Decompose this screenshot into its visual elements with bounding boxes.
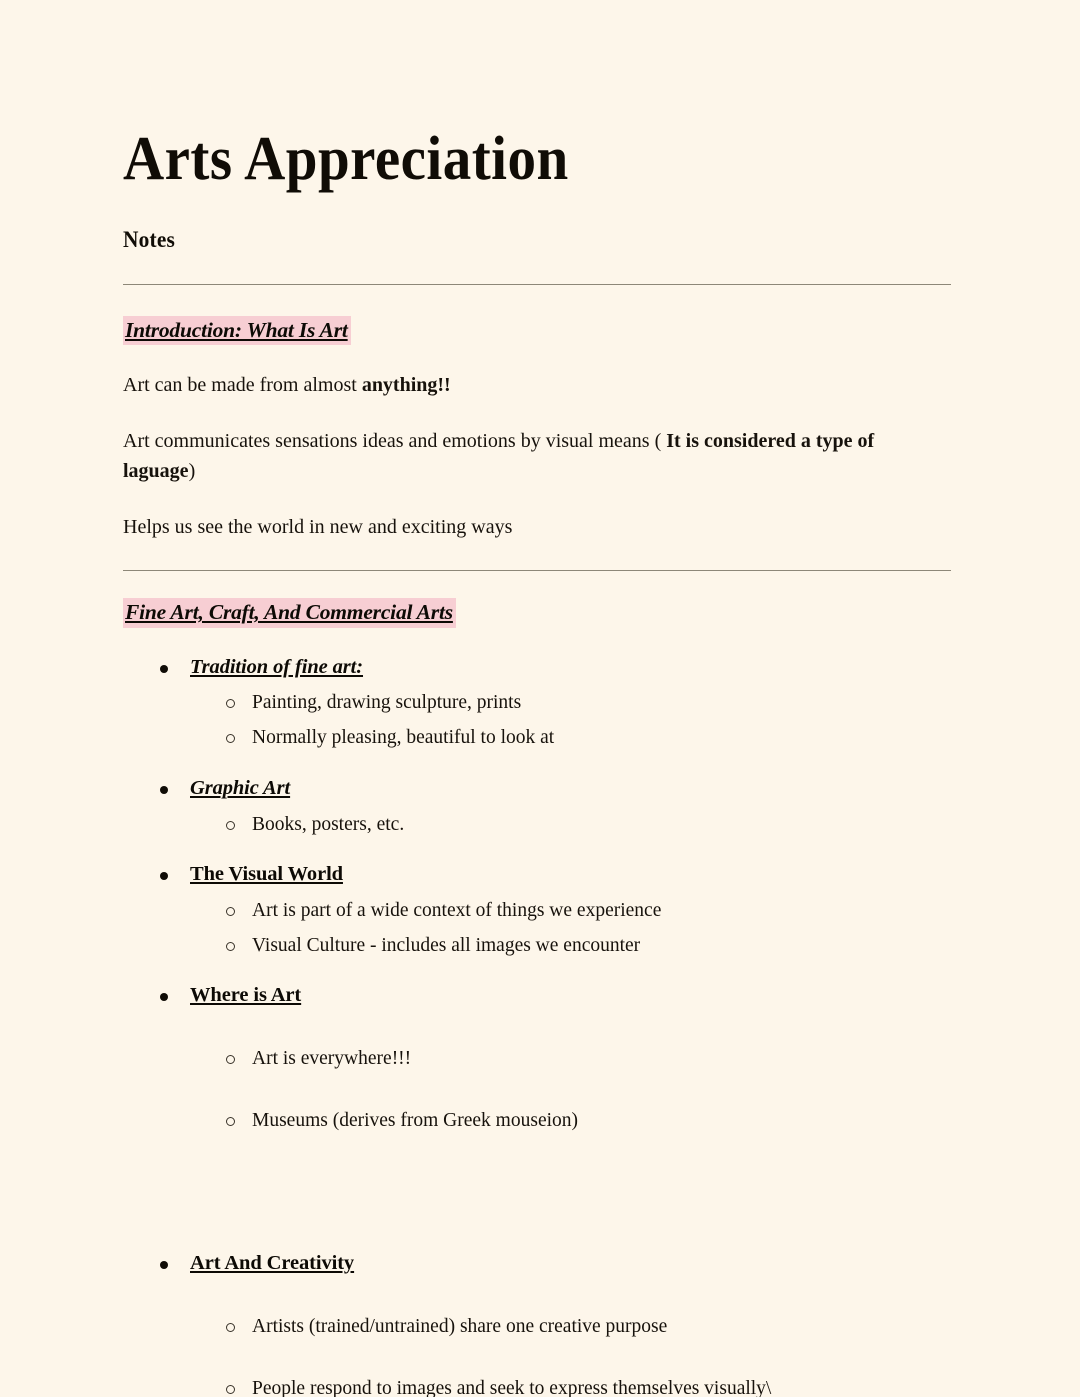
paragraph-lead-text: Helps us see the world in new and exciting ways [123,515,513,538]
sub-list [190,689,951,751]
list-item-label: Where is Art [190,984,302,1007]
list-item [123,1250,951,1397]
sub-list-item: Painting, drawing sculpture, prints [190,689,951,717]
section-heading-introduction: Introduction: What Is Art [123,316,351,346]
sub-list-item: People respond to images and seek to express themselves visually\ [190,1375,951,1397]
list-item [123,654,951,752]
sub-list [190,897,951,959]
paragraph-tail-text: ) [188,460,196,483]
sub-list-item: Visual Culture - includes all images we encounter [190,932,951,960]
document-content [123,0,951,1397]
sub-list [190,1313,951,1397]
list-item [123,861,951,959]
sub-list-item: Art is part of a wide context of things we experience [190,897,951,925]
list-item [123,982,951,1134]
paragraph-helps-us-see [123,487,943,542]
paragraph-lead-text: Art can be made from almost [123,374,362,397]
page-title: Arts Appreciation [123,125,569,193]
sub-list-item: Normally pleasing, beautiful to look at [190,724,951,752]
sub-list-item: Art is everywhere!!! [190,1045,951,1073]
sub-list [190,811,951,839]
vertical-spacer [123,1134,951,1227]
paragraph-art-made-from [123,345,943,400]
sub-list [190,1045,951,1134]
sub-list-item: Books, posters, etc. [190,811,951,839]
list-item-label: Graphic Art [190,776,291,799]
outline-list [123,654,951,1397]
section-heading-fine-art: Fine Art, Craft, And Commercial Arts [123,598,456,628]
page-subtitle: Notes [123,227,176,253]
paragraph-bold-text: anything!! [361,374,451,397]
paragraph-bold-text: It is considered a type of laguage [123,429,875,483]
sub-list-item: Museums (derives from Greek mouseion) [190,1107,951,1135]
paragraph-lead-text: Art communicates sensations ideas and emotions by visual means ( [123,429,667,452]
list-item-label: Tradition of fine art: [190,655,364,678]
paragraph-art-communicates [123,401,943,487]
list-item [123,775,951,838]
sub-list-item: Artists (trained/untrained) share one creative purpose [190,1313,951,1341]
section-introduction [123,285,951,542]
section-fine-art [123,571,951,1397]
list-item-label: The Visual World [190,863,343,886]
list-item-label: Art And Creativity [190,1252,355,1275]
